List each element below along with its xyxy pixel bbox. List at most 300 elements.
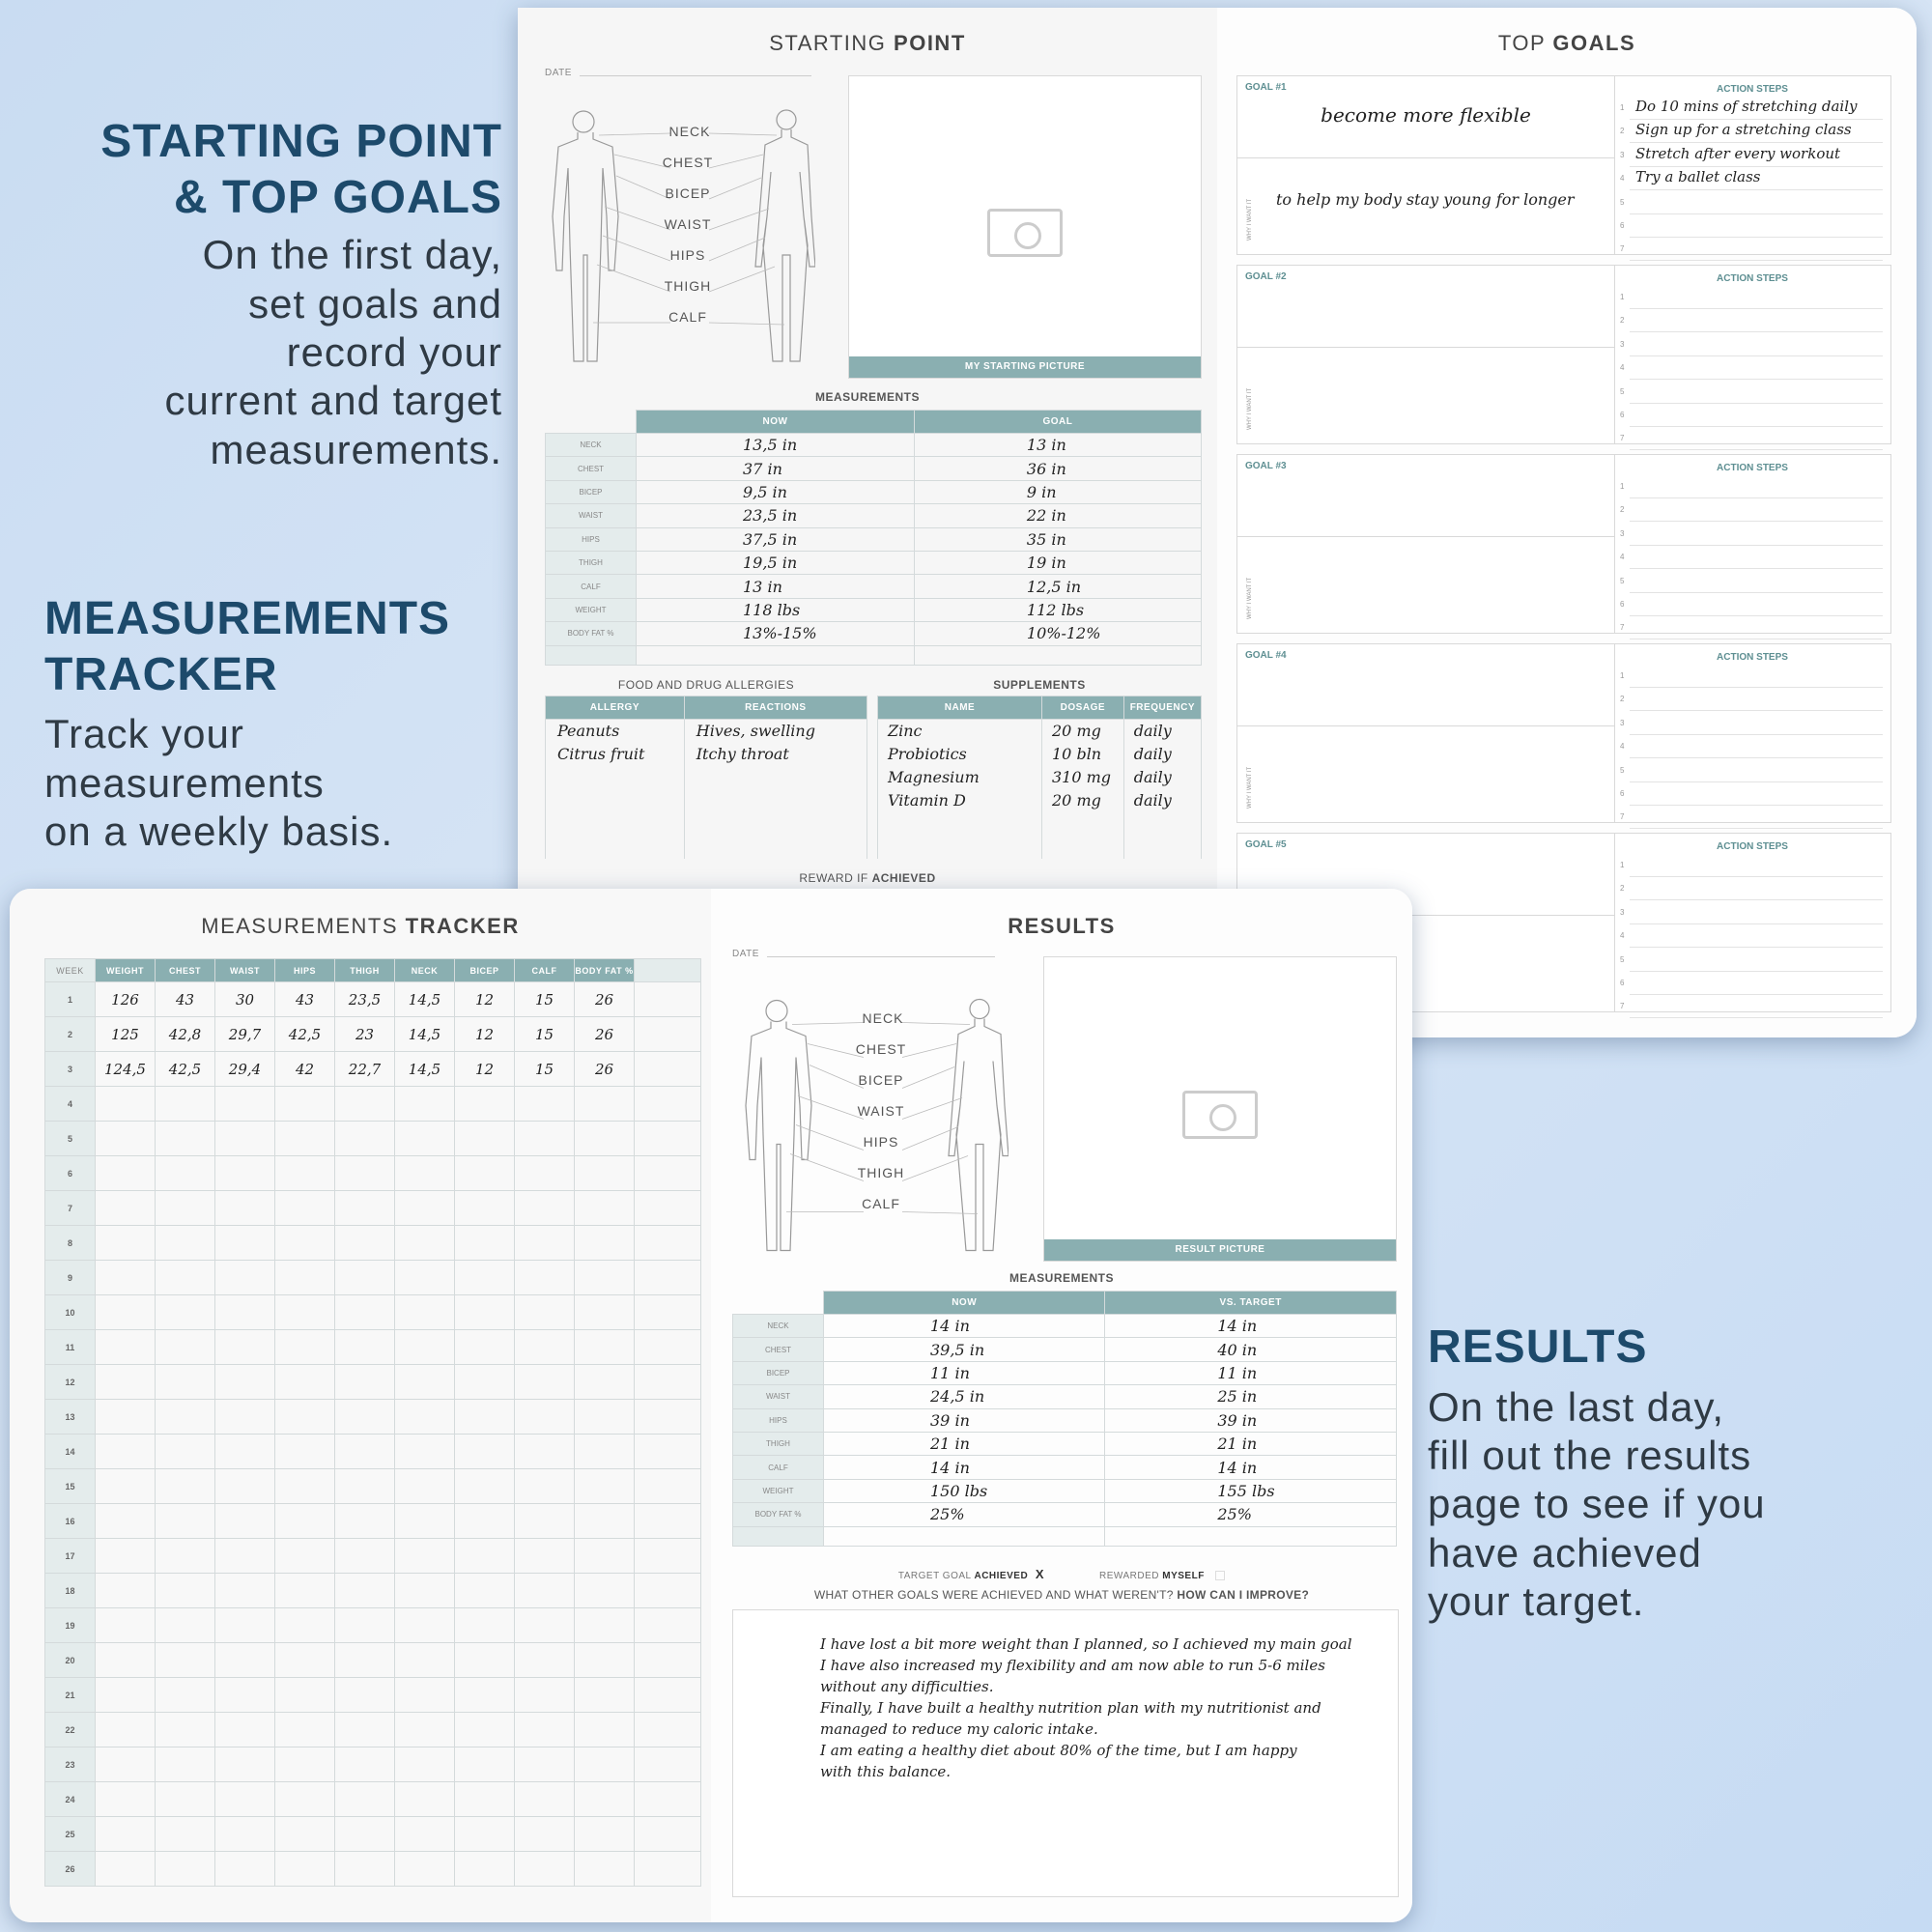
tracker-cell-extra[interactable] (635, 1643, 701, 1678)
tracker-cell[interactable] (395, 1782, 455, 1817)
tracker-cell-extra[interactable] (635, 1574, 701, 1608)
tracker-cell[interactable] (455, 1226, 515, 1261)
tracker-cell-extra[interactable] (635, 1678, 701, 1713)
tracker-cell[interactable] (156, 1330, 215, 1365)
tracker-cell[interactable] (275, 1608, 335, 1643)
tracker-cell[interactable] (335, 1330, 395, 1365)
tracker-cell[interactable] (156, 1191, 215, 1226)
tracker-cell[interactable]: 42,5 (156, 1052, 215, 1087)
tracker-cell[interactable] (96, 1365, 156, 1400)
tracker-cell[interactable] (455, 1156, 515, 1191)
tracker-cell-extra[interactable] (635, 1226, 701, 1261)
allergy-allergy[interactable] (546, 766, 685, 789)
supplement-name[interactable] (878, 812, 1042, 836)
tracker-cell[interactable] (515, 1713, 575, 1747)
tracker-cell[interactable] (335, 1643, 395, 1678)
tracker-cell[interactable] (515, 1156, 575, 1191)
tracker-cell-extra[interactable] (635, 1122, 701, 1156)
tracker-cell[interactable] (156, 1435, 215, 1469)
tracker-cell[interactable] (275, 1122, 335, 1156)
tracker-cell[interactable] (575, 1400, 635, 1435)
supplement-dosage[interactable] (1042, 836, 1124, 859)
value-now[interactable]: 21 in (824, 1432, 1105, 1455)
tracker-cell-extra[interactable] (635, 1087, 701, 1122)
tracker-cell[interactable]: 26 (575, 1017, 635, 1052)
tracker-cell[interactable] (215, 1156, 275, 1191)
tracker-cell[interactable] (335, 1852, 395, 1887)
tracker-cell[interactable] (96, 1087, 156, 1122)
tracker-cell[interactable]: 22,7 (335, 1052, 395, 1087)
tracker-cell[interactable] (515, 1678, 575, 1713)
value-target[interactable]: 25% (1105, 1503, 1397, 1526)
tracker-cell[interactable] (455, 1852, 515, 1887)
tracker-cell[interactable]: 12 (455, 1017, 515, 1052)
tracker-cell[interactable]: 15 (515, 982, 575, 1017)
tracker-cell[interactable]: 125 (96, 1017, 156, 1052)
tracker-cell[interactable] (455, 1782, 515, 1817)
tracker-cell[interactable]: 12 (455, 982, 515, 1017)
value-goal[interactable]: 9 in (914, 480, 1201, 503)
tracker-cell[interactable] (395, 1504, 455, 1539)
tracker-cell[interactable] (515, 1087, 575, 1122)
tracker-cell[interactable] (215, 1539, 275, 1574)
value-now[interactable]: 23,5 in (637, 504, 915, 527)
value-now[interactable]: 25% (824, 1503, 1105, 1526)
value-goal[interactable]: 36 in (914, 457, 1201, 480)
tracker-cell[interactable] (455, 1747, 515, 1782)
tracker-cell[interactable] (455, 1400, 515, 1435)
tracker-cell[interactable]: 26 (575, 982, 635, 1017)
tracker-cell[interactable] (335, 1504, 395, 1539)
tracker-cell[interactable] (335, 1817, 395, 1852)
action-step[interactable]: Try a ballet class (1635, 168, 1761, 186)
tracker-cell[interactable]: 42 (275, 1052, 335, 1087)
tracker-cell[interactable] (96, 1852, 156, 1887)
tracker-cell[interactable] (215, 1122, 275, 1156)
tracker-cell-extra[interactable] (635, 982, 701, 1017)
tracker-cell[interactable] (335, 1261, 395, 1295)
tracker-cell[interactable]: 29,4 (215, 1052, 275, 1087)
value-target[interactable]: 14 in (1105, 1456, 1397, 1479)
tracker-cell[interactable] (335, 1747, 395, 1782)
tracker-cell[interactable] (575, 1817, 635, 1852)
target-achieved-checkbox[interactable]: X (1035, 1567, 1045, 1581)
value-goal[interactable]: 22 in (914, 504, 1201, 527)
tracker-cell[interactable] (575, 1087, 635, 1122)
tracker-cell[interactable] (156, 1226, 215, 1261)
tracker-cell[interactable] (575, 1608, 635, 1643)
value-goal[interactable]: 19 in (914, 551, 1201, 574)
tracker-cell[interactable] (515, 1643, 575, 1678)
tracker-cell[interactable] (96, 1122, 156, 1156)
value-target[interactable]: 25 in (1105, 1385, 1397, 1408)
tracker-cell[interactable] (455, 1087, 515, 1122)
tracker-cell[interactable] (156, 1608, 215, 1643)
tracker-cell[interactable] (395, 1191, 455, 1226)
tracker-cell[interactable]: 14,5 (395, 1017, 455, 1052)
tracker-cell[interactable] (515, 1504, 575, 1539)
tracker-cell[interactable]: 26 (575, 1052, 635, 1087)
value-now[interactable]: 13,5 in (637, 434, 915, 457)
tracker-cell[interactable] (395, 1435, 455, 1469)
tracker-cell[interactable] (395, 1122, 455, 1156)
tracker-cell[interactable] (275, 1782, 335, 1817)
value-now[interactable]: 14 in (824, 1456, 1105, 1479)
tracker-cell[interactable] (275, 1469, 335, 1504)
tracker-cell[interactable] (395, 1817, 455, 1852)
tracker-cell[interactable] (275, 1400, 335, 1435)
tracker-cell[interactable] (215, 1852, 275, 1887)
tracker-cell[interactable] (515, 1295, 575, 1330)
tracker-cell[interactable] (395, 1608, 455, 1643)
tracker-cell-extra[interactable] (635, 1365, 701, 1400)
tracker-cell[interactable] (96, 1295, 156, 1330)
tracker-cell[interactable]: 43 (275, 982, 335, 1017)
tracker-cell[interactable] (215, 1817, 275, 1852)
tracker-cell[interactable] (156, 1261, 215, 1295)
tracker-cell[interactable] (455, 1504, 515, 1539)
tracker-cell[interactable] (515, 1330, 575, 1365)
tracker-cell[interactable]: 15 (515, 1017, 575, 1052)
tracker-cell[interactable] (275, 1226, 335, 1261)
tracker-cell[interactable]: 30 (215, 982, 275, 1017)
tracker-cell[interactable] (96, 1400, 156, 1435)
tracker-cell[interactable] (575, 1504, 635, 1539)
allergy-allergy[interactable] (546, 836, 685, 859)
tracker-cell[interactable] (96, 1713, 156, 1747)
tracker-cell[interactable] (575, 1226, 635, 1261)
tracker-cell[interactable]: 126 (96, 982, 156, 1017)
tracker-cell[interactable] (275, 1643, 335, 1678)
tracker-cell[interactable] (156, 1122, 215, 1156)
tracker-cell[interactable] (575, 1643, 635, 1678)
value-now[interactable]: 118 lbs (637, 598, 915, 621)
value-goal[interactable]: 12,5 in (914, 575, 1201, 598)
tracker-cell[interactable] (455, 1608, 515, 1643)
tracker-cell[interactable] (575, 1330, 635, 1365)
tracker-cell[interactable] (335, 1678, 395, 1713)
tracker-cell[interactable] (96, 1191, 156, 1226)
tracker-cell[interactable] (395, 1295, 455, 1330)
value-target[interactable]: 40 in (1105, 1338, 1397, 1361)
tracker-cell[interactable] (275, 1435, 335, 1469)
tracker-cell[interactable] (335, 1191, 395, 1226)
tracker-cell[interactable] (96, 1226, 156, 1261)
value-now[interactable]: 14 in (824, 1315, 1105, 1338)
tracker-cell-extra[interactable] (635, 1539, 701, 1574)
supplement-frequency[interactable] (1123, 836, 1201, 859)
tracker-cell[interactable] (575, 1156, 635, 1191)
tracker-cell[interactable] (575, 1435, 635, 1469)
tracker-cell[interactable] (515, 1261, 575, 1295)
tracker-cell[interactable] (575, 1852, 635, 1887)
action-step[interactable]: Stretch after every workout (1635, 144, 1841, 162)
value-now[interactable]: 13%-15% (637, 622, 915, 645)
tracker-cell[interactable] (575, 1574, 635, 1608)
tracker-cell[interactable]: 23,5 (335, 982, 395, 1017)
value-now[interactable]: 37 in (637, 457, 915, 480)
tracker-cell[interactable] (335, 1469, 395, 1504)
tracker-cell[interactable] (215, 1574, 275, 1608)
tracker-cell[interactable] (515, 1365, 575, 1400)
tracker-cell[interactable] (156, 1295, 215, 1330)
tracker-cell[interactable] (455, 1365, 515, 1400)
tracker-cell[interactable] (455, 1295, 515, 1330)
tracker-cell[interactable] (96, 1817, 156, 1852)
tracker-cell[interactable] (96, 1782, 156, 1817)
value-now[interactable]: 11 in (824, 1361, 1105, 1384)
value-now[interactable]: 39,5 in (824, 1338, 1105, 1361)
supplement-frequency[interactable]: daily (1123, 766, 1201, 789)
tracker-cell[interactable] (455, 1678, 515, 1713)
tracker-cell[interactable] (215, 1330, 275, 1365)
tracker-cell[interactable] (515, 1469, 575, 1504)
tracker-cell[interactable] (96, 1504, 156, 1539)
result-picture-box[interactable] (1043, 956, 1397, 1262)
tracker-cell[interactable] (455, 1261, 515, 1295)
tracker-cell-extra[interactable] (635, 1017, 701, 1052)
tracker-cell[interactable] (215, 1608, 275, 1643)
tracker-cell[interactable] (335, 1122, 395, 1156)
tracker-cell[interactable] (275, 1330, 335, 1365)
tracker-cell[interactable] (96, 1678, 156, 1713)
tracker-cell[interactable] (335, 1435, 395, 1469)
tracker-cell[interactable] (275, 1574, 335, 1608)
tracker-cell[interactable] (156, 1469, 215, 1504)
tracker-cell-extra[interactable] (635, 1052, 701, 1087)
tracker-cell[interactable] (275, 1713, 335, 1747)
supplement-dosage[interactable]: 20 mg (1042, 789, 1124, 812)
supplement-dosage[interactable]: 10 bln (1042, 743, 1124, 766)
tracker-cell[interactable]: 14,5 (395, 1052, 455, 1087)
tracker-cell[interactable]: 15 (515, 1052, 575, 1087)
tracker-cell[interactable]: 124,5 (96, 1052, 156, 1087)
tracker-cell-extra[interactable] (635, 1400, 701, 1435)
tracker-cell[interactable] (215, 1504, 275, 1539)
allergy-reaction[interactable]: Hives, swelling (684, 720, 867, 743)
value-now[interactable]: 37,5 in (637, 527, 915, 551)
tracker-cell-extra[interactable] (635, 1191, 701, 1226)
tracker-cell[interactable] (215, 1469, 275, 1504)
tracker-cell-extra[interactable] (635, 1713, 701, 1747)
tracker-cell[interactable] (156, 1713, 215, 1747)
tracker-cell[interactable] (96, 1156, 156, 1191)
tracker-cell[interactable] (575, 1782, 635, 1817)
tracker-cell[interactable] (156, 1643, 215, 1678)
tracker-cell[interactable] (275, 1365, 335, 1400)
tracker-cell[interactable]: 42,5 (275, 1017, 335, 1052)
tracker-cell[interactable] (275, 1817, 335, 1852)
tracker-cell[interactable] (575, 1295, 635, 1330)
tracker-cell[interactable] (275, 1852, 335, 1887)
tracker-cell-extra[interactable] (635, 1295, 701, 1330)
tracker-cell[interactable] (575, 1713, 635, 1747)
tracker-cell[interactable] (96, 1574, 156, 1608)
tracker-cell-extra[interactable] (635, 1852, 701, 1887)
tracker-cell[interactable] (275, 1678, 335, 1713)
tracker-cell[interactable] (335, 1539, 395, 1574)
value-now[interactable]: 9,5 in (637, 480, 915, 503)
tracker-cell[interactable] (395, 1469, 455, 1504)
supplement-frequency[interactable] (1123, 812, 1201, 836)
tracker-cell[interactable] (575, 1678, 635, 1713)
tracker-cell[interactable] (215, 1191, 275, 1226)
tracker-cell[interactable] (395, 1678, 455, 1713)
tracker-cell[interactable] (156, 1678, 215, 1713)
tracker-cell[interactable] (96, 1469, 156, 1504)
tracker-cell[interactable] (275, 1504, 335, 1539)
value-goal[interactable]: 112 lbs (914, 598, 1201, 621)
blank-cell[interactable] (914, 645, 1201, 665)
tracker-cell[interactable] (395, 1261, 455, 1295)
tracker-cell[interactable] (515, 1122, 575, 1156)
tracker-cell[interactable] (215, 1747, 275, 1782)
tracker-cell[interactable] (515, 1574, 575, 1608)
tracker-cell[interactable] (96, 1261, 156, 1295)
tracker-cell[interactable] (335, 1295, 395, 1330)
supplement-frequency[interactable]: daily (1123, 720, 1201, 743)
action-step[interactable]: Do 10 mins of stretching daily (1635, 98, 1858, 115)
tracker-cell[interactable] (395, 1747, 455, 1782)
allergy-reaction[interactable] (684, 789, 867, 812)
tracker-cell[interactable] (156, 1747, 215, 1782)
starting-picture-box[interactable] (848, 75, 1202, 379)
tracker-cell[interactable] (215, 1435, 275, 1469)
tracker-cell[interactable] (96, 1330, 156, 1365)
supplement-dosage[interactable]: 310 mg (1042, 766, 1124, 789)
allergy-allergy[interactable] (546, 789, 685, 812)
tracker-cell[interactable] (395, 1087, 455, 1122)
value-now[interactable]: 39 in (824, 1408, 1105, 1432)
tracker-cell[interactable] (575, 1469, 635, 1504)
tracker-cell-extra[interactable] (635, 1782, 701, 1817)
tracker-cell[interactable] (335, 1156, 395, 1191)
blank-cell[interactable] (824, 1526, 1105, 1546)
tracker-cell[interactable] (395, 1713, 455, 1747)
tracker-cell[interactable] (455, 1713, 515, 1747)
value-now[interactable]: 19,5 in (637, 551, 915, 574)
tracker-cell[interactable]: 23 (335, 1017, 395, 1052)
tracker-cell[interactable] (275, 1747, 335, 1782)
tracker-cell-extra[interactable] (635, 1261, 701, 1295)
tracker-cell[interactable] (335, 1574, 395, 1608)
tracker-cell[interactable] (215, 1713, 275, 1747)
value-target[interactable]: 14 in (1105, 1315, 1397, 1338)
allergy-reaction[interactable]: Itchy throat (684, 743, 867, 766)
tracker-cell[interactable] (515, 1852, 575, 1887)
rewarded-checkbox[interactable] (1215, 1571, 1225, 1580)
tracker-cell[interactable] (156, 1782, 215, 1817)
tracker-cell[interactable]: 14,5 (395, 982, 455, 1017)
tracker-cell[interactable] (575, 1747, 635, 1782)
value-target[interactable]: 21 in (1105, 1432, 1397, 1455)
allergy-reaction[interactable] (684, 812, 867, 836)
tracker-cell[interactable] (575, 1122, 635, 1156)
tracker-cell[interactable] (455, 1574, 515, 1608)
value-goal[interactable]: 10%-12% (914, 622, 1201, 645)
tracker-cell-extra[interactable] (635, 1156, 701, 1191)
tracker-cell[interactable] (156, 1400, 215, 1435)
tracker-cell[interactable] (335, 1226, 395, 1261)
tracker-cell[interactable] (96, 1539, 156, 1574)
tracker-cell[interactable] (515, 1539, 575, 1574)
tracker-cell[interactable] (215, 1087, 275, 1122)
supplement-name[interactable] (878, 836, 1042, 859)
tracker-cell[interactable] (455, 1469, 515, 1504)
tracker-cell-extra[interactable] (635, 1504, 701, 1539)
value-target[interactable]: 39 in (1105, 1408, 1397, 1432)
tracker-cell-extra[interactable] (635, 1330, 701, 1365)
tracker-cell[interactable] (395, 1539, 455, 1574)
tracker-cell[interactable] (515, 1817, 575, 1852)
blank-cell[interactable] (1105, 1526, 1397, 1546)
value-target[interactable]: 11 in (1105, 1361, 1397, 1384)
tracker-cell[interactable] (395, 1365, 455, 1400)
tracker-cell[interactable] (156, 1852, 215, 1887)
allergy-allergy[interactable] (546, 812, 685, 836)
tracker-cell[interactable] (215, 1643, 275, 1678)
tracker-cell[interactable] (335, 1782, 395, 1817)
tracker-cell[interactable] (275, 1539, 335, 1574)
tracker-cell[interactable] (335, 1713, 395, 1747)
tracker-cell[interactable] (275, 1156, 335, 1191)
action-step[interactable]: Sign up for a stretching class (1635, 121, 1852, 139)
tracker-cell[interactable] (156, 1817, 215, 1852)
improve-notes-box[interactable] (732, 1609, 1399, 1897)
tracker-cell[interactable] (275, 1191, 335, 1226)
tracker-cell-extra[interactable] (635, 1817, 701, 1852)
allergy-reaction[interactable] (684, 766, 867, 789)
tracker-cell[interactable] (515, 1435, 575, 1469)
tracker-cell[interactable] (575, 1365, 635, 1400)
tracker-cell[interactable] (215, 1400, 275, 1435)
tracker-cell[interactable] (395, 1574, 455, 1608)
tracker-cell[interactable] (156, 1574, 215, 1608)
tracker-cell[interactable] (455, 1539, 515, 1574)
goal-text[interactable]: become more flexible (1321, 103, 1531, 127)
tracker-cell[interactable] (335, 1400, 395, 1435)
supplement-frequency[interactable]: daily (1123, 743, 1201, 766)
tracker-cell[interactable] (455, 1330, 515, 1365)
tracker-cell[interactable] (215, 1295, 275, 1330)
tracker-cell[interactable] (515, 1608, 575, 1643)
tracker-cell-extra[interactable] (635, 1747, 701, 1782)
tracker-cell[interactable] (96, 1747, 156, 1782)
tracker-cell[interactable]: 43 (156, 982, 215, 1017)
tracker-cell[interactable] (96, 1435, 156, 1469)
tracker-cell[interactable] (455, 1817, 515, 1852)
allergy-reaction[interactable] (684, 836, 867, 859)
supplement-dosage[interactable]: 20 mg (1042, 720, 1124, 743)
tracker-cell[interactable] (335, 1087, 395, 1122)
supplement-name[interactable]: Magnesium (878, 766, 1042, 789)
tracker-cell-extra[interactable] (635, 1608, 701, 1643)
why-text[interactable]: to help my body stay young for longer (1276, 190, 1575, 209)
tracker-cell[interactable] (515, 1747, 575, 1782)
value-now[interactable]: 150 lbs (824, 1479, 1105, 1502)
supplement-name[interactable]: Zinc (878, 720, 1042, 743)
tracker-cell[interactable] (575, 1539, 635, 1574)
tracker-cell[interactable]: 12 (455, 1052, 515, 1087)
tracker-cell[interactable] (215, 1226, 275, 1261)
supplement-dosage[interactable] (1042, 812, 1124, 836)
supplement-name[interactable]: Probiotics (878, 743, 1042, 766)
value-now[interactable]: 13 in (637, 575, 915, 598)
tracker-cell[interactable] (215, 1678, 275, 1713)
tracker-cell[interactable] (215, 1261, 275, 1295)
tracker-cell[interactable]: 42,8 (156, 1017, 215, 1052)
tracker-cell[interactable] (275, 1087, 335, 1122)
